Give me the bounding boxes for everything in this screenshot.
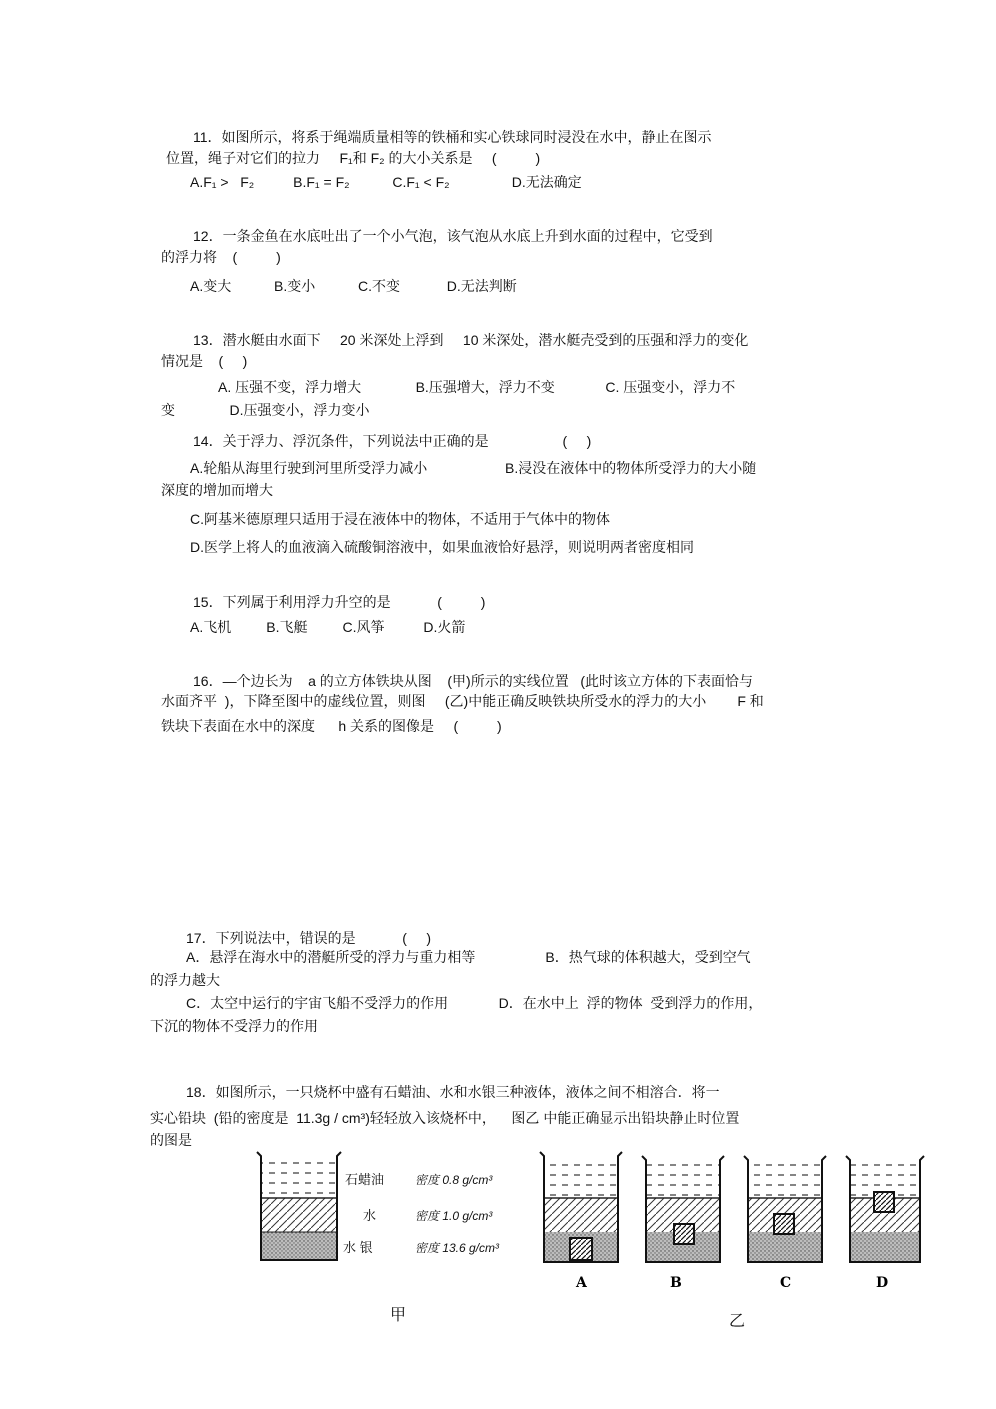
q12-options: A.变大 B.变小 C.不变 D.无法判断 [190,278,517,294]
lead-block-c [774,1214,794,1234]
liquid-name-1: 水 [363,1208,377,1223]
figure-yi [536,1150,926,1300]
q14-optA: A.轮船从海里行驶到河里所受浮力减小 B.浸没在液体中的物体所受浮力的大小随 [190,460,757,476]
q12-line1: 12．一条金鱼在水底吐出了一个小气泡，该气泡从水底上升到水面的过程中，它受到 [193,228,713,244]
liquid-name-0: 石蜡油 [345,1172,385,1187]
q17-line2: A．悬浮在海水中的潜艇所受的浮力与重力相等 B．热气球的体积越大，受到空气 [186,949,751,965]
liquid-name-2: 水 银 [343,1240,373,1255]
q14-optA2: 深度的增加而增大 [161,482,273,498]
liquid-density-2: 密度 13.6 g/cm³ [415,1241,500,1255]
q13-line4: 变 D.压强变小，浮力变小 [161,402,370,418]
q18-line2: 实心铅块 (铅的密度是 11.3g / cm³)轻轻放入该烧杯中， 图乙 中能正确显示出铅块静止时位置 [150,1110,740,1126]
lead-block-b [674,1224,694,1244]
q17-line3: 的浮力越大 [150,972,220,988]
beaker-d [846,1156,924,1262]
beaker-label-a: A [576,1275,587,1291]
beaker-label-d: D [876,1275,889,1291]
q18-line3: 的图是 [150,1132,192,1148]
q15-line1: 15．下列属于利用浮力升空的是 ( ) [193,594,486,610]
figure-jia [255,1148,525,1278]
q11-line1: 11．如图所示，将系于绳端质量相等的铁桶和实心铁球同时浸没在水中，静止在图示 [193,129,712,145]
q13-line1: 13．潜水艇由水面下 20 米深处上浮到 10 米深处，潜水艇壳受到的压强和浮力的变化 [193,332,749,348]
q16-line1: 16．—个边长为 a 的立方体铁块从图 (甲)所示的实线位置 (此时该立方体的下表面恰与 [193,673,754,689]
caption-jia: 甲 [390,1305,407,1324]
q17-line4: C．太空中运行的宇宙飞船不受浮力的作用 D．在水中上 浮的物体 受到浮力的作用， [186,995,763,1011]
lead-block-a [570,1238,592,1260]
beaker-b [642,1156,724,1262]
q16-line2: 水面齐平 )，下降至图中的虚线位置，则图 (乙)中能正确反映铁块所受水的浮力的大小 F 和 [161,693,764,709]
q17-line5: 下沉的物体不受浮力的作用 [150,1018,318,1034]
beaker-label-b: B [670,1275,682,1291]
liquid-density-0: 密度 0.8 g/cm³ [415,1173,493,1187]
liquid-density-1: 密度 1.0 g/cm³ [415,1209,493,1223]
q14-optD: D.医学上将人的血液滴入硫酸铜溶液中，如果血液恰好悬浮，则说明两者密度相同 [190,539,694,555]
beaker-a [540,1152,622,1262]
beaker-c [744,1156,826,1262]
q12-line2: 的浮力将 ( ) [161,249,281,265]
q11-line2: 位置，绳子对它们的拉力 F₁和 F₂ 的大小关系是 ( ) [166,150,541,166]
q14-line1: 14．关于浮力、浮沉条件，下列说法中正确的是 ( ) [193,433,592,449]
q16-line3: 铁块下表面在水中的深度 h 关系的图像是 ( ) [161,718,502,734]
beaker-label-c: C [780,1275,792,1291]
q11-options: A.F₁ > F₂ B.F₁ = F₂ C.F₁ < F₂ D.无法确定 [190,174,582,190]
beaker-jia [257,1152,341,1260]
q17-line1: 17．下列说法中，错误的是 ( ) [186,930,432,946]
caption-yi: 乙 [729,1311,746,1330]
q13-line3: A. 压强不变，浮力增大 B.压强增大，浮力不变 C. 压强变小，浮力不 [218,379,736,395]
lead-block-d [874,1192,894,1212]
q18-line1: 18．如图所示，一只烧杯中盛有石蜡油、水和水银三种液体，液体之间不相溶合．将一 [186,1084,720,1100]
q14-optC: C.阿基米德原理只适用于浸在液体中的物体，不适用于气体中的物体 [190,511,610,527]
q13-line2: 情况是 ( ) [161,353,248,369]
q15-options: A.飞机 B.飞艇 C.风筝 D.火箭 [190,619,466,635]
